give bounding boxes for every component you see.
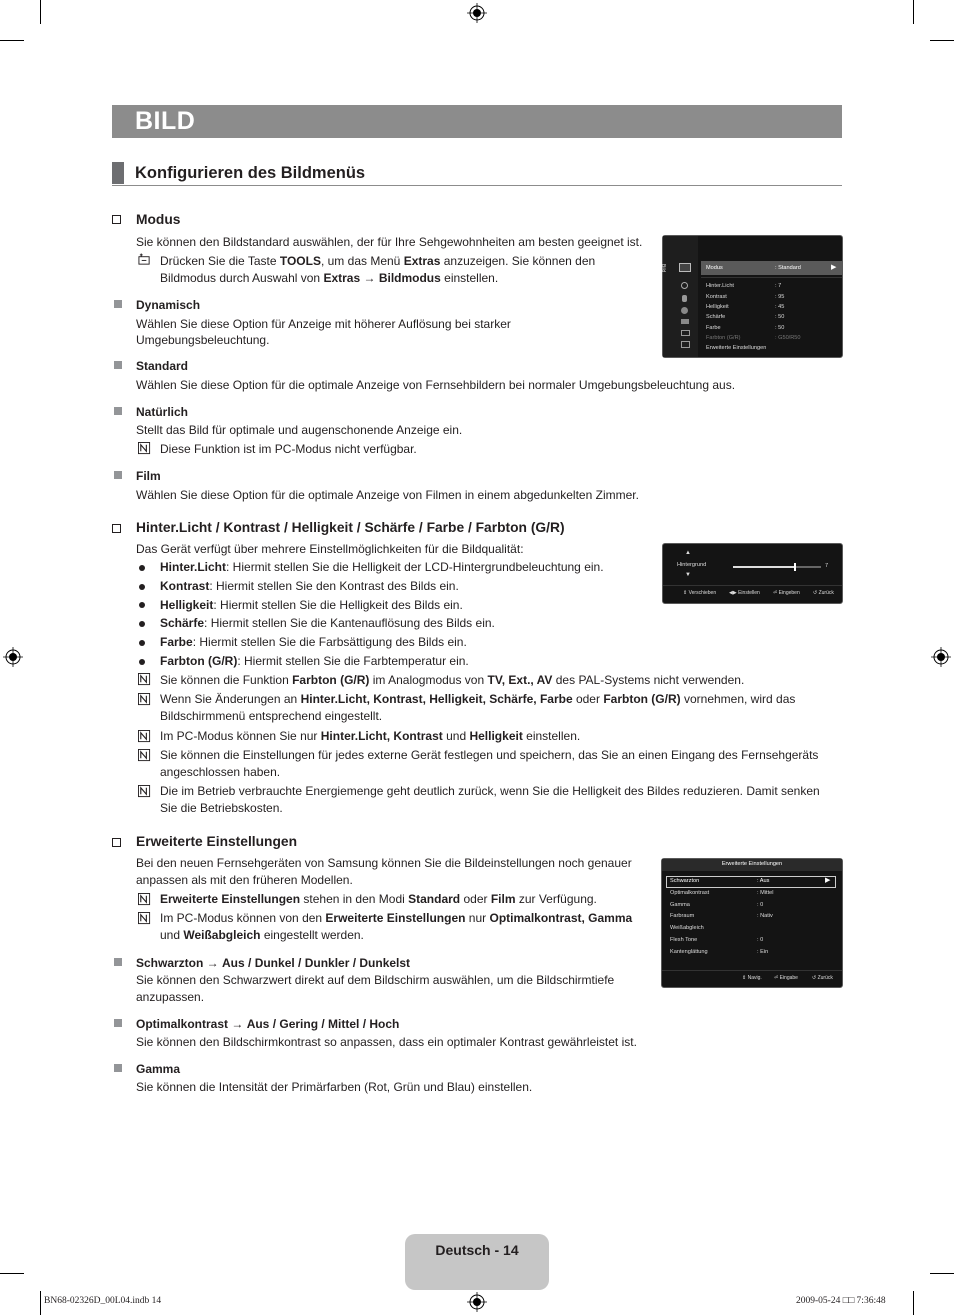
crop-mark [930, 40, 954, 41]
checkbox-icon [112, 215, 121, 224]
hinter-note: Sie können die Einstellungen für jedes externe Gerät festlegen und speichern, das Sie an einen Eingang des Fernsehgeräts [160, 748, 819, 762]
note-icon [138, 730, 151, 743]
dynamisch-heading: Dynamisch [136, 298, 201, 312]
menu-row-value: : 0 [757, 902, 764, 908]
picture-icon [679, 263, 691, 272]
page-number: Deutsch - 14 [435, 1242, 519, 1258]
hinter-bullet: Kontrast: Hiermit stellen Sie den Kontrast des Bilds ein. [160, 579, 459, 593]
note-icon [138, 749, 151, 762]
menu-row-label: Schärfe [706, 314, 726, 320]
hinter-bullet: Helligkeit: Hiermit stellen Sie die Helligkeit des Bilds ein. [160, 598, 463, 612]
setup-icon [681, 307, 688, 314]
note-icon [138, 693, 151, 706]
hint-divider [662, 970, 842, 971]
schwarzton-heading: Schwarzton → Aus / Dunkel / Dunkler / Dunkelst [136, 956, 411, 970]
hinter-note: Sie die Betriebskosten. [160, 801, 283, 815]
hinter-bullet: Hinter.Licht: Hiermit stellen Sie die Helligkeit der LCD-Hintergrundbeleuchtung ein. [160, 560, 604, 574]
hint-adjust: ◀▶ Einstellen [729, 590, 760, 596]
print-file-info: BN68-02326D_00L04.indb 14 [44, 1296, 162, 1306]
checkbox-icon [112, 524, 121, 533]
erweitert-heading: Erweiterte Einstellungen [136, 834, 298, 849]
menu-row-label: Schwarzton [670, 878, 700, 884]
film-heading: Film [136, 469, 161, 483]
crop-mark [40, 0, 41, 24]
hinter-bullet: Farbe: Hiermit stellen Sie die Farbsättigung des Bilds ein. [160, 635, 467, 649]
schwarzton-text: Sie können den Schwarzwert direkt auf dem Bildschirm auswählen, um die Bildschirmtiefe [136, 973, 615, 987]
tv-advanced-settings-screenshot [661, 858, 843, 988]
bullet-square-icon [114, 958, 122, 966]
note-icon [138, 785, 151, 798]
hinter-heading: Hinter.Licht / Kontrast / Helligkeit / Schärfe / Farbe / Farbton (G/R) [136, 520, 565, 535]
chapter-title: BILD [135, 107, 196, 135]
channel-icon [682, 295, 687, 302]
crop-mark [0, 40, 24, 41]
crop-mark [40, 1291, 41, 1315]
menu-row-label: Farbe [706, 325, 721, 331]
erweitert-intro: anpassen als mit den früheren Modellen. [136, 873, 353, 887]
bullet-dot-icon [139, 602, 145, 608]
hint-move: ⇕ Verschieben [683, 590, 717, 596]
bullet-square-icon [114, 407, 122, 415]
slider-fill [733, 566, 795, 568]
menu-side-label: Bild [660, 264, 666, 273]
chapter-bar [112, 105, 842, 138]
arrow-right-icon: ▶ [831, 264, 837, 271]
natuerlich-text: Stellt das Bild für optimale und augenschonende Anzeige ein. [136, 423, 463, 437]
hinter-note: Wenn Sie Änderungen an Hinter.Licht, Kontrast, Helligkeit, Schärfe, Farbe oder Farbton (G/R) vornehmen, wird das [160, 692, 796, 706]
menu-row-label: Helligkeit [706, 304, 729, 310]
standard-text: Wählen Sie diese Option für die optimale Anzeige von Fernsehbildern bei normaler Umgebungsbeleuchtung aus. [136, 378, 736, 392]
slider-track [733, 566, 821, 568]
crop-mark [0, 1273, 24, 1274]
arrow-up-icon: ▲ [685, 550, 691, 556]
leftright-icon: ◀▶ [729, 590, 739, 596]
hinter-note: Bildschirmmenü entsprechend eingestellt. [160, 709, 383, 723]
support-icon [681, 341, 690, 348]
screen-title: Erweiterte Einstellungen [721, 861, 783, 867]
menu-row-value: : G50/R50 [775, 335, 801, 341]
hinter-intro: Das Gerät verfügt über mehrere Einstellmöglichkeiten für die Bildqualität: [136, 542, 524, 556]
note-icon [138, 912, 151, 925]
standard-heading: Standard [136, 359, 189, 373]
menu-row-value: : 50 [775, 314, 785, 320]
bullet-dot-icon [139, 659, 145, 665]
optimalkontrast-text: Sie können den Bildschirmkontrast so anpassen, dass ein optimaler Kontrast gewährleistet ist. [136, 1035, 637, 1049]
bullet-square-icon [114, 361, 122, 369]
menu-row-label: Hinter.Licht [706, 283, 734, 289]
input-icon [681, 319, 689, 324]
menu-row-value: : Mittel [757, 890, 774, 896]
gamma-heading: Gamma [136, 1062, 181, 1076]
menu-row-label: Kontrast [706, 294, 727, 300]
menu-row-label: Kantenglättung [670, 949, 708, 955]
registration-mark-icon [3, 647, 23, 667]
menu-row-value: : 95 [775, 294, 785, 300]
bullet-square-icon [114, 300, 122, 308]
menu-row-label: Optimalkontrast [670, 890, 710, 896]
hinter-bullet: Schärfe: Hiermit stellen Sie die Kantenauflösung des Bilds ein. [160, 616, 495, 630]
hinter-note: Die im Betrieb verbrauchte Energiemenge geht deutlich zurück, wenn Sie die Helligkeit des Bildes reduzieren. Damit senken [160, 784, 820, 798]
menu-row-value: : 7 [775, 283, 782, 289]
section-title: Konfigurieren des Bildmenüs [135, 164, 366, 182]
bullet-dot-icon [139, 565, 145, 571]
menu-row-label: Farbton (G/R) [706, 335, 741, 341]
section-marker [112, 162, 124, 184]
menu-row-label: Flesh Tone [670, 937, 698, 943]
app-icon [681, 330, 690, 336]
erweitert-note: und Weißabgleich eingestellt werden. [160, 928, 364, 942]
hint-navigate: ⇕ Navig. [742, 975, 762, 981]
menu-row-value: : 50 [775, 325, 785, 331]
modus-heading: Modus [136, 212, 181, 227]
tools-note-line2: Bildmodus durch Auswahl von Extras → Bildmodus einstellen. [160, 271, 499, 285]
modus-intro: Sie können den Bildstandard auswählen, der für Ihre Sehgewohnheiten am besten geeignet ist. [136, 235, 643, 249]
checkbox-icon [112, 838, 121, 847]
gamma-text: Sie können die Intensität der Primärfarben (Rot, Grün und Blau) einstellen. [136, 1080, 533, 1094]
nav-icon: ⇕ [742, 975, 748, 981]
registration-mark-icon [467, 1292, 487, 1312]
bullet-square-icon [114, 471, 122, 479]
hint-divider [663, 585, 842, 586]
hint-back: ↺ Zurück [813, 590, 834, 596]
menu-row-value: : Standard [775, 265, 801, 271]
tv-menu-screenshot [662, 235, 843, 358]
return-icon: ↺ [813, 590, 819, 596]
enter-icon: ⏎ [773, 590, 779, 596]
hinter-note: Im PC-Modus können Sie nur Hinter.Licht, Kontrast und Helligkeit einstellen. [160, 729, 581, 743]
registration-mark-icon [467, 3, 487, 23]
menu-row-value: : 0 [757, 937, 764, 943]
natuerlich-note: Diese Funktion ist im PC-Modus nicht verfügbar. [160, 442, 417, 456]
hint-back: ↺ Zurück [812, 975, 833, 981]
hint-enter: ⏎ Eingabe [774, 975, 798, 981]
menu-row-value: : 45 [775, 304, 785, 310]
note-icon [138, 442, 151, 455]
menu-sidebar [663, 236, 698, 357]
dynamisch-text: Wählen Sie diese Option für Anzeige mit höherer Auflösung bei starker [136, 317, 511, 331]
natuerlich-heading: Natürlich [136, 405, 189, 419]
bullet-square-icon [114, 1064, 122, 1072]
menu-row-value: : Nativ [757, 913, 773, 919]
hinter-bullet: Farbton (G/R): Hiermit stellen Sie die Farbtemperatur ein. [160, 654, 469, 668]
slider-value: 7 [825, 563, 829, 569]
bullet-dot-icon [139, 640, 145, 646]
nav-icon: ⇕ [683, 590, 689, 596]
section-divider [112, 185, 842, 186]
hinter-note: Sie können die Funktion Farbton (G/R) im Analogmodus von TV, Ext., AV des PAL-Systems nicht verwenden. [160, 673, 745, 687]
registration-mark-icon [931, 647, 951, 667]
erweitert-note: Erweiterte Einstellungen stehen in den Modi Standard oder Film zur Verfügung. [160, 892, 597, 906]
film-text: Wählen Sie diese Option für die optimale Anzeige von Filmen in einem abgedunkelten Zimmer. [136, 488, 639, 502]
enter-icon: ⏎ [774, 975, 780, 981]
menu-row-label: Gamma [670, 902, 690, 908]
crop-mark [913, 0, 914, 24]
dynamisch-text: Umgebungsbeleuchtung. [136, 333, 270, 347]
sound-icon [681, 282, 688, 289]
return-icon: ↺ [812, 975, 818, 981]
slider-label: Hintergrund [677, 562, 707, 568]
arrow-right-icon: ▶ [825, 877, 831, 884]
menu-row-label: Modus [706, 265, 723, 271]
crop-mark [913, 1291, 914, 1315]
arrow-down-icon: ▼ [685, 572, 691, 578]
schwarzton-text: anzupassen. [136, 990, 205, 1004]
slider-knob [794, 563, 796, 571]
bullet-dot-icon [139, 584, 145, 590]
tv-slider-screenshot [662, 543, 843, 604]
hinter-note: angeschlossen haben. [160, 765, 281, 779]
print-date-info: 2009-05-24 □□ 7:36:48 [796, 1296, 886, 1306]
menu-row-label: Erweiterte Einstellungen [706, 345, 767, 351]
optimalkontrast-heading: Optimalkontrast → Aus / Gering / Mittel / Hoch [136, 1017, 400, 1031]
note-icon [138, 893, 151, 906]
erweitert-note: Im PC-Modus können von den Erweiterte Einstellungen nur Optimalkontrast, Gamma [160, 911, 633, 925]
bullet-dot-icon [139, 621, 145, 627]
tools-note-line1: Drücken Sie die Taste TOOLS, um das Menü Extras anzuzeigen. Sie können den [160, 254, 596, 268]
bullet-square-icon [114, 1019, 122, 1027]
menu-row-value: : Aus [757, 878, 770, 884]
tools-icon [138, 253, 151, 266]
hint-enter: ⏎ Eingeben [773, 590, 800, 596]
menu-row-label: Weißabgleich [670, 925, 704, 931]
note-icon [138, 673, 151, 686]
erweitert-intro: Bei den neuen Fernsehgeräten von Samsung können Sie die Bildeinstellungen noch genauer [136, 856, 632, 870]
menu-divider [701, 277, 842, 278]
menu-row-value: : Ein [757, 949, 769, 955]
menu-row-label: Farbraum [670, 913, 695, 919]
crop-mark [930, 1273, 954, 1274]
